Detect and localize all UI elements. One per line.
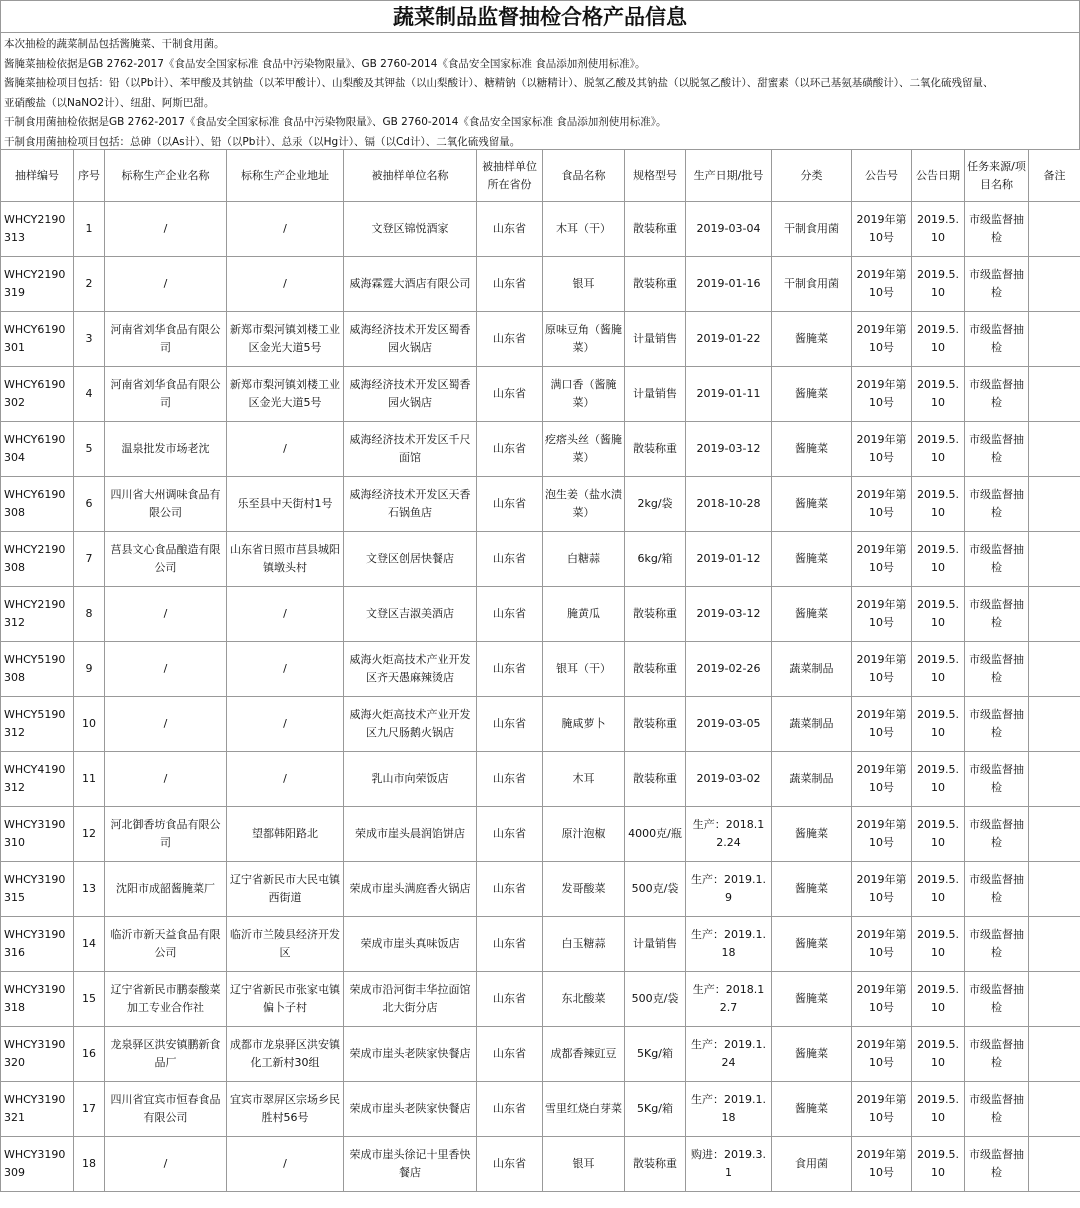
food-name-cell: 雪里红烧白芽菜 [543, 1082, 625, 1137]
spec-cell: 计量销售 [625, 917, 686, 972]
index-cell: 1 [74, 202, 105, 257]
index-cell: 6 [74, 477, 105, 532]
remarks-cell [1029, 1082, 1080, 1137]
province-cell: 山东省 [477, 642, 543, 697]
task-source-cell: 市级监督抽检 [965, 1082, 1029, 1137]
spec-cell: 散装称重 [625, 257, 686, 312]
manufacturer-address-cell: 山东省日照市莒县城阳镇墩头村 [227, 532, 344, 587]
table-row [1, 202, 1080, 257]
production-date-cell: 2019-01-11 [686, 367, 772, 422]
category-cell: 酱腌菜 [772, 1082, 852, 1137]
announcement-date-cell: 2019.5.10 [912, 1082, 965, 1137]
sampled-unit-cell: 荣成市沿河街丰华拉面馆北大街分店 [344, 972, 477, 1027]
category-cell: 酱腌菜 [772, 1027, 852, 1082]
sampled-unit-cell: 威海经济技术开发区天香石锅鱼店 [344, 477, 477, 532]
production-date-cell: 2019-01-22 [686, 312, 772, 367]
announcement-date-cell: 2019.5.10 [912, 202, 965, 257]
announcement-no-cell: 2019年第10号 [852, 477, 912, 532]
food-name-cell: 白糖蒜 [543, 532, 625, 587]
manufacturer-address-cell: / [227, 1137, 344, 1192]
spec-cell: 计量销售 [625, 312, 686, 367]
manufacturer-cell: / [105, 752, 227, 807]
category-cell: 蔬菜制品 [772, 642, 852, 697]
sampled-unit-cell: 文登区创居快餐店 [344, 532, 477, 587]
category-cell: 酱腌菜 [772, 477, 852, 532]
announcement-no-cell: 2019年第10号 [852, 697, 912, 752]
sample-id-cell: WHCY4190312 [1, 752, 74, 807]
header-row [1, 150, 1080, 202]
production-date-cell: 生产：2018.12.24 [686, 807, 772, 862]
manufacturer-cell: / [105, 1137, 227, 1192]
sampled-unit-cell: 威海火炬高技术产业开发区齐天愚麻辣烫店 [344, 642, 477, 697]
sampled-unit-cell: 威海霖霆大酒店有限公司 [344, 257, 477, 312]
index-cell: 4 [74, 367, 105, 422]
sample-id-cell: WHCY2190319 [1, 257, 74, 312]
sampled-unit-cell: 荣成市崖头满庭香火锅店 [344, 862, 477, 917]
sample-id-cell: WHCY6190302 [1, 367, 74, 422]
spec-cell: 散装称重 [625, 587, 686, 642]
manufacturer-address-cell: / [227, 202, 344, 257]
manufacturer-cell: 临沂市新天益食品有限公司 [105, 917, 227, 972]
index-cell: 15 [74, 972, 105, 1027]
announcement-date-cell: 2019.5.10 [912, 367, 965, 422]
production-date-cell: 2018-10-28 [686, 477, 772, 532]
food-name-cell: 东北酸菜 [543, 972, 625, 1027]
manufacturer-cell: / [105, 202, 227, 257]
province-cell: 山东省 [477, 1082, 543, 1137]
spec-cell: 500克/袋 [625, 862, 686, 917]
manufacturer-address-cell: 临沂市兰陵县经济开发区 [227, 917, 344, 972]
announcement-no-cell: 2019年第10号 [852, 642, 912, 697]
announcement-date-cell: 2019.5.10 [912, 477, 965, 532]
announcement-date-cell: 2019.5.10 [912, 862, 965, 917]
manufacturer-address-cell: / [227, 697, 344, 752]
announcement-no-cell: 2019年第10号 [852, 312, 912, 367]
spec-cell: 散装称重 [625, 642, 686, 697]
manufacturer-cell: 沈阳市成韶酱腌菜厂 [105, 862, 227, 917]
production-date-cell: 生产：2019.1.9 [686, 862, 772, 917]
production-date-cell: 购进：2019.3.1 [686, 1137, 772, 1192]
sample-id-cell: WHCY2190313 [1, 202, 74, 257]
production-date-cell: 2019-01-12 [686, 532, 772, 587]
sample-id-cell: WHCY3190315 [1, 862, 74, 917]
table-row [1, 312, 1080, 367]
task-source-cell: 市级监督抽检 [965, 367, 1029, 422]
remarks-cell [1029, 807, 1080, 862]
index-cell: 14 [74, 917, 105, 972]
production-date-cell: 2019-03-04 [686, 202, 772, 257]
announcement-no-cell: 2019年第10号 [852, 862, 912, 917]
announcement-date-cell: 2019.5.10 [912, 752, 965, 807]
announcement-date-cell: 2019.5.10 [912, 587, 965, 642]
announcement-no-cell: 2019年第10号 [852, 1027, 912, 1082]
table-row [1, 257, 1080, 312]
col-task-source-header: 任务来源/项目名称 [965, 150, 1029, 202]
province-cell: 山东省 [477, 367, 543, 422]
category-cell: 酱腌菜 [772, 587, 852, 642]
task-source-cell: 市级监督抽检 [965, 532, 1029, 587]
sample-id-cell: WHCY5190312 [1, 697, 74, 752]
col-announcement-date-header: 公告日期 [912, 150, 965, 202]
manufacturer-cell: 龙泉驿区洪安镇鹏新食品厂 [105, 1027, 227, 1082]
task-source-cell: 市级监督抽检 [965, 587, 1029, 642]
col-production-date-header: 生产日期/批号 [686, 150, 772, 202]
remarks-cell [1029, 752, 1080, 807]
sampled-unit-cell: 文登区锦悦酒家 [344, 202, 477, 257]
sampled-unit-cell: 威海火炬高技术产业开发区九尺肠鹅火锅店 [344, 697, 477, 752]
manufacturer-address-cell: 辽宁省新民市张家屯镇偏卜子村 [227, 972, 344, 1027]
category-cell: 酱腌菜 [772, 807, 852, 862]
production-date-cell: 2019-03-12 [686, 422, 772, 477]
remarks-cell [1029, 312, 1080, 367]
category-cell: 酱腌菜 [772, 862, 852, 917]
index-cell: 10 [74, 697, 105, 752]
manufacturer-address-cell: / [227, 752, 344, 807]
food-name-cell: 成都香辣豇豆 [543, 1027, 625, 1082]
results-table [0, 149, 1080, 1192]
category-cell: 蔬菜制品 [772, 752, 852, 807]
task-source-cell: 市级监督抽检 [965, 697, 1029, 752]
table-row [1, 807, 1080, 862]
table-row [1, 367, 1080, 422]
province-cell: 山东省 [477, 972, 543, 1027]
remarks-cell [1029, 972, 1080, 1027]
sample-id-cell: WHCY6190308 [1, 477, 74, 532]
col-index-header: 序号 [74, 150, 105, 202]
remarks-cell [1029, 1027, 1080, 1082]
sample-id-cell: WHCY3190310 [1, 807, 74, 862]
index-cell: 3 [74, 312, 105, 367]
sampled-unit-cell: 荣成市崖头老陕家快餐店 [344, 1082, 477, 1137]
spec-cell: 计量销售 [625, 367, 686, 422]
note-line: 酱腌菜抽检项目包括：铅（以Pb计）、苯甲酸及其钠盐（以苯甲酸计）、山梨酸及其钾盐（以山梨酸计）、糖精钠（以糖精计）、脱氢乙酸及其钠盐（以脱氢乙酸计）、甜蜜素（以环己基氨基磺酸计）、二氧化硫残留量、 [4, 77, 994, 89]
table-row [1, 1027, 1080, 1082]
announcement-date-cell: 2019.5.10 [912, 917, 965, 972]
food-name-cell: 银耳（干） [543, 642, 625, 697]
announcement-no-cell: 2019年第10号 [852, 257, 912, 312]
task-source-cell: 市级监督抽检 [965, 917, 1029, 972]
manufacturer-cell: 河北御香坊食品有限公司 [105, 807, 227, 862]
col-sampled-unit-header: 被抽样单位名称 [344, 150, 477, 202]
category-cell: 食用菌 [772, 1137, 852, 1192]
table-row [1, 1137, 1080, 1192]
food-name-cell: 泡生姜（盐水渍菜） [543, 477, 625, 532]
category-cell: 酱腌菜 [772, 312, 852, 367]
page-title: 蔬菜制品监督抽检合格产品信息 [0, 0, 1080, 32]
announcement-no-cell: 2019年第10号 [852, 1137, 912, 1192]
sample-id-cell: WHCY3190309 [1, 1137, 74, 1192]
food-name-cell: 银耳 [543, 257, 625, 312]
table-row [1, 477, 1080, 532]
category-cell: 酱腌菜 [772, 917, 852, 972]
table-row [1, 1082, 1080, 1137]
remarks-cell [1029, 532, 1080, 587]
food-name-cell: 银耳 [543, 1137, 625, 1192]
category-cell: 酱腌菜 [772, 532, 852, 587]
task-source-cell: 市级监督抽检 [965, 642, 1029, 697]
sampled-unit-cell: 威海经济技术开发区蜀香园火锅店 [344, 312, 477, 367]
task-source-cell: 市级监督抽检 [965, 1027, 1029, 1082]
task-source-cell: 市级监督抽检 [965, 477, 1029, 532]
manufacturer-address-cell: 乐至县中天街村1号 [227, 477, 344, 532]
manufacturer-cell: 辽宁省新民市鹏泰酸菜加工专业合作社 [105, 972, 227, 1027]
remarks-cell [1029, 367, 1080, 422]
announcement-date-cell: 2019.5.10 [912, 697, 965, 752]
manufacturer-address-cell: / [227, 422, 344, 477]
spec-cell: 2kg/袋 [625, 477, 686, 532]
remarks-cell [1029, 862, 1080, 917]
remarks-cell [1029, 1137, 1080, 1192]
province-cell: 山东省 [477, 917, 543, 972]
col-announcement-no-header: 公告号 [852, 150, 912, 202]
province-cell: 山东省 [477, 697, 543, 752]
category-cell: 干制食用菌 [772, 257, 852, 312]
table-row [1, 697, 1080, 752]
announcement-no-cell: 2019年第10号 [852, 532, 912, 587]
sampled-unit-cell: 威海经济技术开发区蜀香园火锅店 [344, 367, 477, 422]
province-cell: 山东省 [477, 257, 543, 312]
food-name-cell: 发哥酸菜 [543, 862, 625, 917]
production-date-cell: 2019-03-02 [686, 752, 772, 807]
sampled-unit-cell: 荣成市崖头徐记十里香快餐店 [344, 1137, 477, 1192]
manufacturer-address-cell: / [227, 587, 344, 642]
remarks-cell [1029, 477, 1080, 532]
announcement-date-cell: 2019.5.10 [912, 972, 965, 1027]
production-date-cell: 2019-03-12 [686, 587, 772, 642]
task-source-cell: 市级监督抽检 [965, 257, 1029, 312]
announcement-date-cell: 2019.5.10 [912, 1137, 965, 1192]
manufacturer-cell: / [105, 642, 227, 697]
sampled-unit-cell: 文登区吉淑美酒店 [344, 587, 477, 642]
col-province-header: 被抽样单位所在省份 [477, 150, 543, 202]
manufacturer-address-cell: / [227, 257, 344, 312]
task-source-cell: 市级监督抽检 [965, 752, 1029, 807]
col-food-name-header: 食品名称 [543, 150, 625, 202]
announcement-date-cell: 2019.5.10 [912, 422, 965, 477]
food-name-cell: 木耳 [543, 752, 625, 807]
remarks-cell [1029, 917, 1080, 972]
province-cell: 山东省 [477, 312, 543, 367]
spec-cell: 6kg/箱 [625, 532, 686, 587]
note-line: 干制食用菌抽检依据是GB 2762-2017《食品安全国家标准 食品中污染物限量》、GB 2760-2014《食品安全国家标准 食品添加剂使用标准》。 [4, 116, 667, 128]
manufacturer-address-cell: 新郑市梨河镇刘楼工业区金光大道5号 [227, 367, 344, 422]
sample-id-cell: WHCY3190320 [1, 1027, 74, 1082]
index-cell: 5 [74, 422, 105, 477]
note-line: 干制食用菌抽检项目包括：总砷（以As计）、铅（以Pb计）、总汞（以Hg计）、镉（以Cd计）、二氧化硫残留量。 [4, 135, 521, 148]
col-manufacturer-address-header: 标称生产企业地址 [227, 150, 344, 202]
production-date-cell: 生产：2019.1.18 [686, 917, 772, 972]
province-cell: 山东省 [477, 1027, 543, 1082]
province-cell: 山东省 [477, 1137, 543, 1192]
sample-id-cell: WHCY6190304 [1, 422, 74, 477]
province-cell: 山东省 [477, 477, 543, 532]
spec-cell: 4000克/瓶 [625, 807, 686, 862]
remarks-cell [1029, 422, 1080, 477]
sample-id-cell: WHCY3190318 [1, 972, 74, 1027]
table-row [1, 752, 1080, 807]
announcement-date-cell: 2019.5.10 [912, 312, 965, 367]
announcement-no-cell: 2019年第10号 [852, 917, 912, 972]
sampled-unit-cell: 荣成市崖头老陕家快餐店 [344, 1027, 477, 1082]
announcement-no-cell: 2019年第10号 [852, 202, 912, 257]
index-cell: 7 [74, 532, 105, 587]
category-cell: 酱腌菜 [772, 972, 852, 1027]
task-source-cell: 市级监督抽检 [965, 862, 1029, 917]
index-cell: 9 [74, 642, 105, 697]
table-row [1, 422, 1080, 477]
sampled-unit-cell: 荣成市崖头真味饭店 [344, 917, 477, 972]
manufacturer-address-cell: 望都韩阳路北 [227, 807, 344, 862]
category-cell: 酱腌菜 [772, 367, 852, 422]
production-date-cell: 2019-03-05 [686, 697, 772, 752]
table-row [1, 917, 1080, 972]
food-name-cell: 腌黄瓜 [543, 587, 625, 642]
manufacturer-cell: / [105, 587, 227, 642]
production-date-cell: 生产：2019.1.24 [686, 1027, 772, 1082]
index-cell: 18 [74, 1137, 105, 1192]
manufacturer-address-cell: 辽宁省新民市大民屯镇西街道 [227, 862, 344, 917]
announcement-no-cell: 2019年第10号 [852, 972, 912, 1027]
food-name-cell: 腌咸萝卜 [543, 697, 625, 752]
announcement-date-cell: 2019.5.10 [912, 257, 965, 312]
food-name-cell: 满口香（酱腌菜） [543, 367, 625, 422]
manufacturer-cell: 河南省刘华食品有限公司 [105, 312, 227, 367]
manufacturer-cell: 四川省宜宾市恒春食品有限公司 [105, 1082, 227, 1137]
task-source-cell: 市级监督抽检 [965, 807, 1029, 862]
manufacturer-address-cell: / [227, 642, 344, 697]
manufacturer-cell: 莒县文心食品酿造有限公司 [105, 532, 227, 587]
production-date-cell: 2019-01-16 [686, 257, 772, 312]
manufacturer-address-cell: 新郑市梨河镇刘楼工业区金光大道5号 [227, 312, 344, 367]
production-date-cell: 生产：2018.12.7 [686, 972, 772, 1027]
table-row [1, 642, 1080, 697]
note-line: 酱腌菜抽检依据是GB 2762-2017《食品安全国家标准 食品中污染物限量》、GB 2760-2014《食品安全国家标准 食品添加剂使用标准》。 [4, 57, 646, 70]
sample-id-cell: WHCY5190308 [1, 642, 74, 697]
sample-id-cell: WHCY2190312 [1, 587, 74, 642]
note-line: 亚硝酸盐（以NaNO2计）、纽甜、阿斯巴甜。 [4, 96, 215, 109]
sampled-unit-cell: 乳山市向荣饭店 [344, 752, 477, 807]
col-remarks-header: 备注 [1029, 150, 1080, 202]
table-row [1, 587, 1080, 642]
remarks-cell [1029, 257, 1080, 312]
spec-cell: 散装称重 [625, 422, 686, 477]
food-name-cell: 木耳（干） [543, 202, 625, 257]
production-date-cell: 生产：2019.1.18 [686, 1082, 772, 1137]
sampled-unit-cell: 荣成市崖头晨润馅饼店 [344, 807, 477, 862]
index-cell: 8 [74, 587, 105, 642]
table-body [1, 202, 1080, 1192]
food-name-cell: 白玉糖蒜 [543, 917, 625, 972]
note-line: 本次抽检的蔬菜制品包括酱腌菜、干制食用菌。 [4, 38, 225, 50]
index-cell: 13 [74, 862, 105, 917]
food-name-cell: 原味豆角（酱腌菜） [543, 312, 625, 367]
manufacturer-address-cell: 成都市龙泉驿区洪安镇化工新村30组 [227, 1027, 344, 1082]
remarks-cell [1029, 642, 1080, 697]
col-manufacturer-header: 标称生产企业名称 [105, 150, 227, 202]
spec-cell: 500克/袋 [625, 972, 686, 1027]
task-source-cell: 市级监督抽检 [965, 202, 1029, 257]
announcement-date-cell: 2019.5.10 [912, 807, 965, 862]
remarks-cell [1029, 697, 1080, 752]
province-cell: 山东省 [477, 202, 543, 257]
task-source-cell: 市级监督抽检 [965, 312, 1029, 367]
category-cell: 干制食用菌 [772, 202, 852, 257]
spec-cell: 散装称重 [625, 1137, 686, 1192]
task-source-cell: 市级监督抽检 [965, 422, 1029, 477]
table-row [1, 862, 1080, 917]
sample-id-cell: WHCY2190308 [1, 532, 74, 587]
col-sample-id-header: 抽样编号 [1, 150, 74, 202]
index-cell: 16 [74, 1027, 105, 1082]
sample-id-cell: WHCY3190316 [1, 917, 74, 972]
province-cell: 山东省 [477, 587, 543, 642]
manufacturer-cell: 温泉批发市场老沈 [105, 422, 227, 477]
index-cell: 12 [74, 807, 105, 862]
index-cell: 11 [74, 752, 105, 807]
table-row [1, 532, 1080, 587]
sampled-unit-cell: 威海经济技术开发区千尺面馆 [344, 422, 477, 477]
spec-cell: 5Kg/箱 [625, 1082, 686, 1137]
spec-cell: 散装称重 [625, 697, 686, 752]
index-cell: 17 [74, 1082, 105, 1137]
announcement-no-cell: 2019年第10号 [852, 422, 912, 477]
manufacturer-cell: 河南省刘华食品有限公司 [105, 367, 227, 422]
table-row [1, 972, 1080, 1027]
remarks-cell [1029, 202, 1080, 257]
sample-id-cell: WHCY3190321 [1, 1082, 74, 1137]
col-category-header: 分类 [772, 150, 852, 202]
remarks-cell [1029, 587, 1080, 642]
province-cell: 山东省 [477, 807, 543, 862]
index-cell: 2 [74, 257, 105, 312]
task-source-cell: 市级监督抽检 [965, 972, 1029, 1027]
category-cell: 酱腌菜 [772, 422, 852, 477]
production-date-cell: 2019-02-26 [686, 642, 772, 697]
sample-id-cell: WHCY6190301 [1, 312, 74, 367]
col-spec-header: 规格型号 [625, 150, 686, 202]
announcement-date-cell: 2019.5.10 [912, 1027, 965, 1082]
spec-cell: 散装称重 [625, 752, 686, 807]
province-cell: 山东省 [477, 532, 543, 587]
announcement-no-cell: 2019年第10号 [852, 587, 912, 642]
announcement-date-cell: 2019.5.10 [912, 642, 965, 697]
manufacturer-address-cell: 宜宾市翠屏区宗场乡民胜村56号 [227, 1082, 344, 1137]
spec-cell: 散装称重 [625, 202, 686, 257]
announcement-date-cell: 2019.5.10 [912, 532, 965, 587]
announcement-no-cell: 2019年第10号 [852, 752, 912, 807]
province-cell: 山东省 [477, 752, 543, 807]
notes-block [0, 32, 1080, 149]
announcement-no-cell: 2019年第10号 [852, 1082, 912, 1137]
food-name-cell: 疙瘩头丝（酱腌菜） [543, 422, 625, 477]
task-source-cell: 市级监督抽检 [965, 1137, 1029, 1192]
food-name-cell: 原汁泡椒 [543, 807, 625, 862]
announcement-no-cell: 2019年第10号 [852, 367, 912, 422]
manufacturer-cell: / [105, 697, 227, 752]
announcement-no-cell: 2019年第10号 [852, 807, 912, 862]
category-cell: 蔬菜制品 [772, 697, 852, 752]
spec-cell: 5Kg/箱 [625, 1027, 686, 1082]
manufacturer-cell: / [105, 257, 227, 312]
province-cell: 山东省 [477, 422, 543, 477]
province-cell: 山东省 [477, 862, 543, 917]
manufacturer-cell: 四川省大州调味食品有限公司 [105, 477, 227, 532]
